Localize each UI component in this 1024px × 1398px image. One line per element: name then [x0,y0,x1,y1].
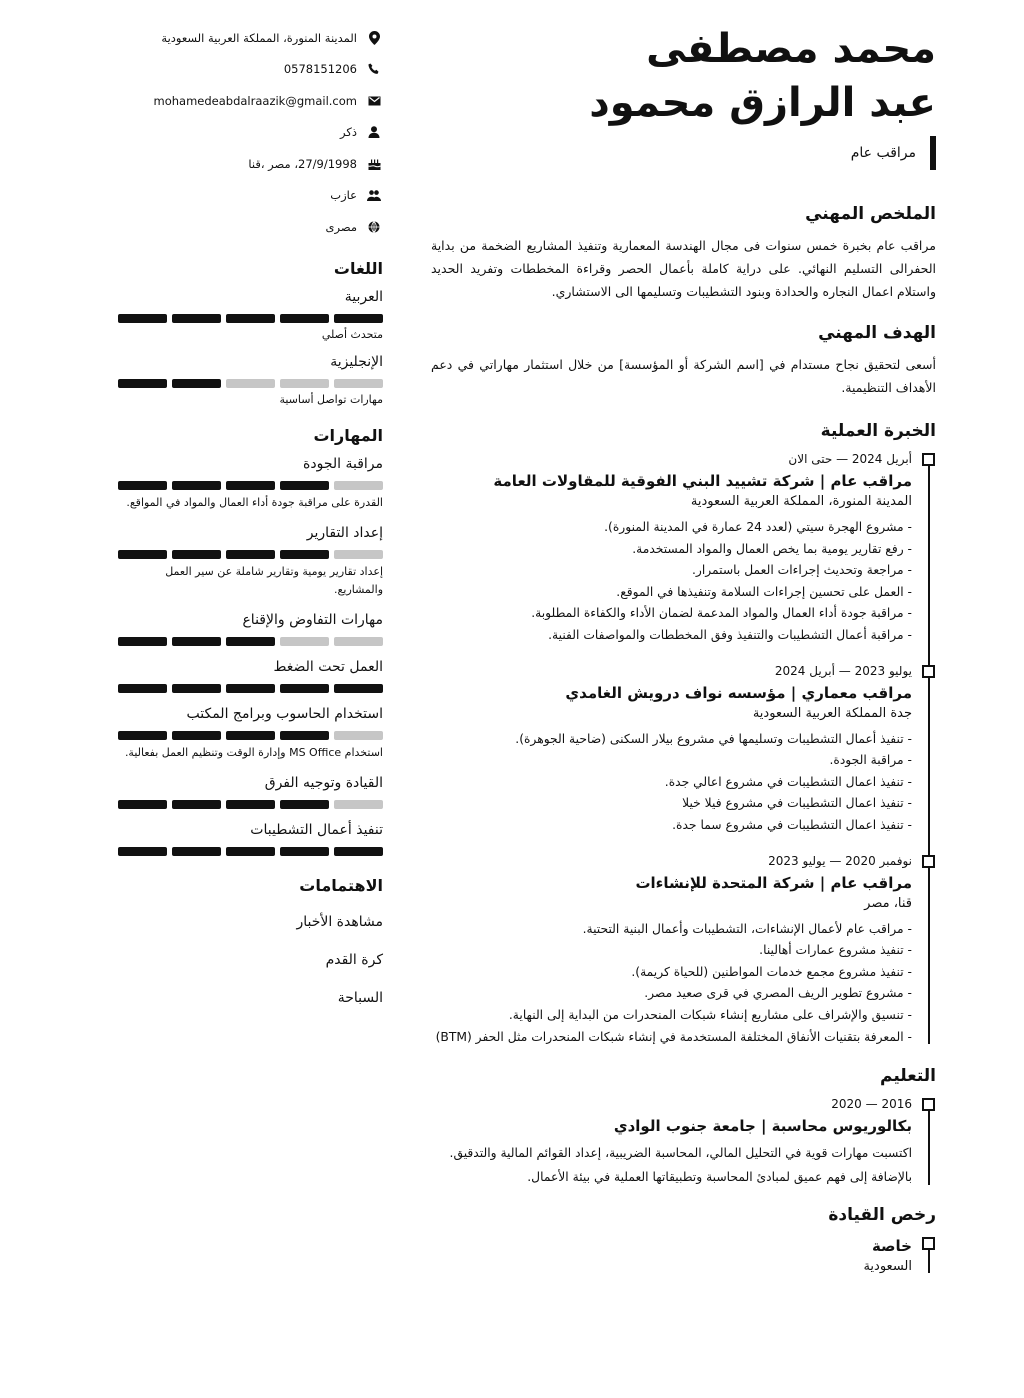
skill-name: إعداد التقارير [306,524,383,541]
level-segment-filled [118,314,167,323]
contact-text: المدينة المنورة، المملكة العربية السعودية [161,30,357,45]
contact-phone [118,54,383,86]
skill-name: مهارات التفاوض والإقناع [242,611,383,628]
globe-icon [365,221,383,233]
contact-text: 27/9/1998، مصر ،قنا [248,156,357,171]
level-segment-filled [226,800,275,809]
skill-description: إعداد تقارير يومية وتقارير شاملة عن سير العمل والمشاريع. [165,564,383,596]
license-heading: رخص القيادة [828,1205,936,1226]
interest-item: كرة القدم [325,951,383,968]
skill-name: العمل تحت الضغط [273,658,383,675]
job-bullet: - المعرفة بتقنيات الأنفاق المختلفة المستخدمة في إنشاء شبكات المنحدرات مثل الحفر (BTM) [431,1027,912,1049]
job-bullets [431,517,912,647]
contact-list [118,22,383,243]
language-level-bar [118,314,383,323]
contact-text: مصرى [325,219,357,234]
job-title: مراقب عام | شركة المتحدة للإنشاءات [635,873,912,892]
level-segment-filled [226,550,275,559]
language-level: متحدث أصلي [321,327,383,341]
language-name: العربية [344,288,383,305]
level-segment-filled [280,731,329,740]
role-block [431,136,936,170]
contact-text: ذكر [340,125,357,140]
skill-item [118,819,383,856]
education-entry [431,1096,912,1189]
contact-text: mohamedeabdalraazik@gmail.com [153,93,357,108]
summary-heading: الملخص المهني [805,204,936,224]
job-bullet: - مراقبة جودة أداء العمال والمواد المدعمة لضمان الأداء والكفاءة المطلوبة. [431,603,912,625]
skill-description: القدرة على مراقبة جودة أداء العمال والمواد في المواقع. [126,495,383,509]
name-line-2: عبد الرازق محمود [589,80,936,126]
job-bullet: - تنسيق والإشراف على مشاريع إنشاء شبكات المنحدرات من البداية إلى النهاية. [431,1005,912,1027]
language-item [118,286,383,343]
skill-item [118,772,383,809]
level-segment-empty [280,637,329,646]
level-segment-filled [280,550,329,559]
language-level-bar [118,379,383,388]
job-role: مراقب عام [850,145,916,161]
skill-level-bar [118,637,383,646]
license-country: السعودية [863,1259,912,1275]
level-segment-filled [172,684,221,693]
timeline-marker-icon [922,665,935,678]
education-title: بكالوريوس محاسبة | جامعة جنوب الوادي [613,1117,912,1136]
license-entry [431,1235,912,1277]
level-segment-filled [280,684,329,693]
job-title: مراقب عام | شركة تشييد البني الفوقية للمقاولات العامة [493,472,912,490]
job-bullet: - العمل على تحسين إجراءات السلامة وتنفيذها في الموقع. [431,582,912,604]
skill-level-bar [118,800,383,809]
level-segment-filled [226,847,275,856]
skill-name: مراقبة الجودة [303,455,383,472]
languages-heading: اللغات [333,258,383,278]
job-date: يوليو 2023 — أبريل 2024 [774,663,912,678]
contact-location [118,22,383,54]
skill-name: تنفيذ أعمال التشطيبات [250,821,383,838]
level-segment-filled [118,637,167,646]
timeline-marker-icon [922,855,935,868]
skill-item [118,703,383,762]
job-bullet: - تنفيذ أعمال التشطيبات وتسليمها في مشروع بيلار السكنى (ضاحية الجوهرة). [431,729,912,751]
level-segment-filled [172,379,221,388]
education-heading: التعليم [880,1066,936,1087]
objective-text: أسعى لتحقيق نجاح مستدام في [اسم الشركة أو المؤسسة] من خلال استثمار مهاراتي في دعم الأهداف التنظيمية. [431,357,936,395]
level-segment-filled [118,684,167,693]
level-segment-filled [334,314,383,323]
summary-text: مراقب عام بخبرة خمس سنوات فى مجال الهندسة المعمارية وتنفيذ المشاريع الضخمة من بداية الحفرالى التسليم النهائي. على دراية كاملة بأعمال الحصر وقراءة المخططات وتفريد الحديد واستلام اعمال النجاره والحدادة وبنود التشطيبات وتسليمها الى الاستشاري. [431,238,936,299]
name-line-1: محمد مصطفى [646,26,936,72]
level-segment-filled [226,731,275,740]
job-bullet: - تنفيذ مشروع مجمع خدمات المواطنين (للحياة كريمة). [431,962,912,984]
job-bullet: - مراقبة الجودة. [431,750,912,772]
level-segment-filled [172,847,221,856]
job-entry [431,451,912,647]
job-bullet: - رفع تقارير يومية بما يخص العمال والمواد المستخدمة. [431,539,912,561]
people-icon [365,190,383,201]
languages-list [118,286,383,408]
contact-birth [118,148,383,180]
skill-description: استخدام MS Office وإدارة الوقت وتنظيم العمل بفعالية. [124,745,383,759]
education-timeline [431,1096,934,1189]
level-segment-filled [226,314,275,323]
level-segment-empty [334,800,383,809]
job-entry [431,853,912,1049]
experience-timeline [431,451,934,1048]
education-description: اكتسبت مهارات قوية في التحليل المالي، المحاسبة الضريبية، إعداد القوائم المالية والتدقيق. بالإضافة إلى فهم عميق لمبادئ المحاسبة وتطبيقاتها العملية في بيئة الأعمال. [449,1146,912,1185]
skill-level-bar [118,731,383,740]
person-icon [365,126,383,138]
level-segment-filled [172,637,221,646]
sidebar [118,22,383,1017]
level-segment-empty [226,379,275,388]
job-date: أبريل 2024 — حتى الان [788,452,912,466]
level-segment-filled [334,847,383,856]
job-bullet: - تنفيذ اعمال التشطيبات في مشروع اعالي جدة. [431,772,912,794]
interest-item: السباحة [337,989,383,1006]
level-segment-filled [280,800,329,809]
level-segment-empty [334,550,383,559]
level-segment-filled [172,800,221,809]
level-segment-filled [118,379,167,388]
level-segment-filled [226,637,275,646]
phone-icon [365,63,383,75]
job-location: قنا، مصر [864,895,912,911]
level-segment-filled [172,731,221,740]
interests-list [118,903,383,1017]
job-location: جدة المملكة العربية السعودية [752,705,912,721]
level-segment-filled [118,847,167,856]
level-segment-empty [334,481,383,490]
level-segment-filled [172,481,221,490]
level-segment-filled [172,550,221,559]
education-date: 2016 — 2020 [831,1097,912,1112]
skill-level-bar [118,847,383,856]
main-column [431,22,936,1282]
contact-marital [118,180,383,212]
level-segment-empty [334,379,383,388]
job-date: نوفمبر 2020 — يوليو 2023 [768,853,912,868]
contact-email [118,85,383,117]
objective-heading: الهدف المهني [818,323,936,343]
level-segment-filled [226,481,275,490]
contact-text: عازب [330,188,357,203]
language-item [118,351,383,408]
skill-item [118,656,383,693]
level-segment-empty [280,379,329,388]
level-segment-filled [118,800,167,809]
timeline-marker-icon [922,1098,935,1111]
experience-heading: الخبرة العملية [820,421,936,441]
timeline-marker-icon [922,453,935,466]
level-segment-filled [226,684,275,693]
level-segment-empty [334,731,383,740]
cake-icon [365,158,383,170]
job-bullet: - تنفيذ مشروع عمارات أهالينا. [431,940,912,962]
skill-level-bar [118,550,383,559]
job-bullet: - مشروع الهجرة سيتي (لعدد 24 عمارة في المدينة المنورة). [431,517,912,539]
skill-level-bar [118,684,383,693]
level-segment-filled [280,314,329,323]
skill-item [118,609,383,646]
job-bullet: - تنفيذ اعمال التشطيبات في مشروع سما جدة. [431,815,912,837]
interests-heading: الاهتمامات [299,875,383,895]
license-timeline [431,1235,934,1277]
skill-item [118,453,383,512]
timeline-marker-icon [922,1237,935,1250]
license-type: خاصة [871,1237,912,1256]
level-segment-filled [118,481,167,490]
skill-name: القيادة وتوجيه الفرق [264,774,383,791]
location-icon [365,31,383,45]
level-segment-filled [118,550,167,559]
skill-name: استخدام الحاسوب وبرامج المكتب [186,705,383,722]
skill-level-bar [118,481,383,490]
level-segment-filled [280,481,329,490]
skills-heading: المهارات [313,425,383,445]
skills-list [118,453,383,856]
level-segment-filled [334,684,383,693]
level-segment-filled [280,847,329,856]
interest-item: مشاهدة الأخبار [296,913,383,930]
job-title: مراقب معماري | مؤسسه نواف درويش الغامدي [565,683,912,702]
language-name: الإنجليزية [330,353,383,370]
job-bullets [431,919,912,1049]
level-segment-filled [118,731,167,740]
contact-nationality [118,211,383,243]
level-segment-empty [334,637,383,646]
job-bullet: - مراقب عام لأعمال الإنشاءات، التشطيبات وأعمال البنية التحتية. [431,919,912,941]
job-bullet: - تنفيذ اعمال التشطيبات في مشروع فيلا خيلا [431,793,912,815]
job-bullet: - مراقبة أعمال التشطيبات والتنفيذ وفق المخططات والمواصفات الفنية. [431,625,912,647]
job-bullet: - مراجعة وتحديث إجراءات العمل باستمرار. [431,560,912,582]
job-bullets [431,729,912,837]
job-bullet: - مشروع تطوير الريف المصري في قرى صعيد مصر. [431,983,912,1005]
job-location: المدينة المنورة، المملكة العربية السعودية [690,494,912,509]
contact-gender [118,117,383,149]
job-entry [431,663,912,837]
contact-text: 0578151206 [283,62,357,77]
level-segment-filled [172,314,221,323]
email-icon [365,96,383,106]
language-level: مهارات تواصل أساسية [279,392,383,406]
skill-item [118,522,383,599]
